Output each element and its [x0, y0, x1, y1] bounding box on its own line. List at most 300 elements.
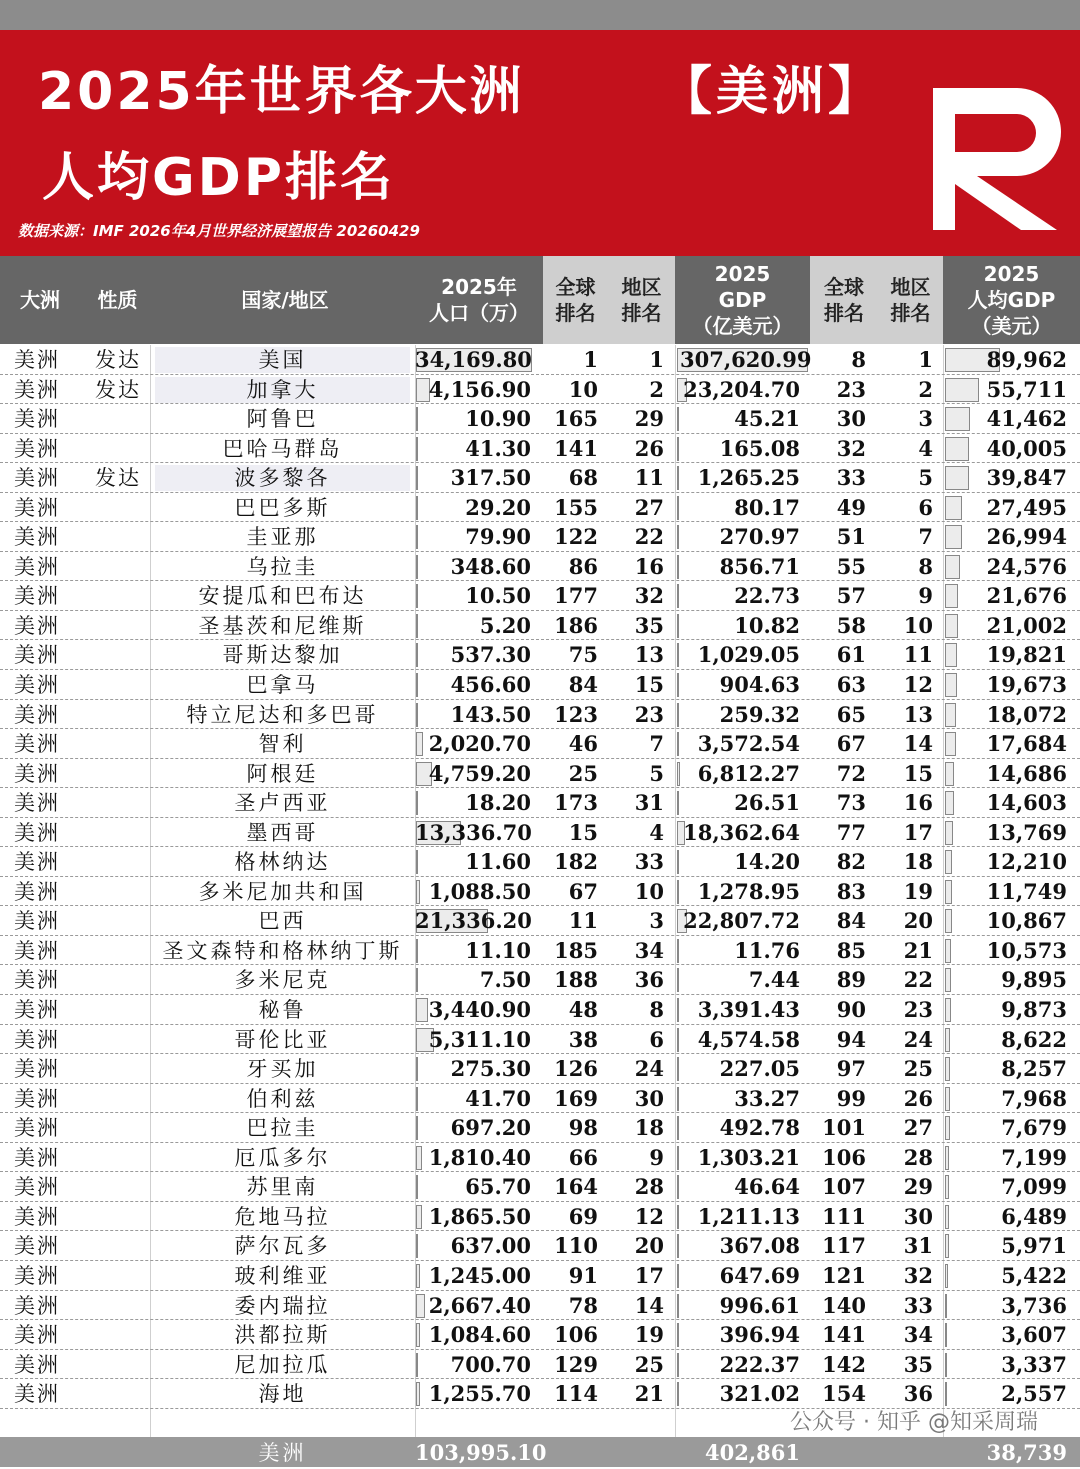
gdp-region-rank-cell: 28 — [903, 1144, 933, 1170]
gdp-global-rank-cell: 23 — [836, 376, 866, 402]
population-cell: 1,865.50 — [428, 1203, 531, 1229]
country-cell: 委内瑞拉 — [234, 1293, 331, 1318]
gdp-cell: 396.94 — [719, 1322, 800, 1348]
pop-region-rank-cell: 31 — [634, 790, 664, 816]
gdp-per-capita-cell: 3,736 — [1001, 1292, 1067, 1318]
gdp-bar — [677, 584, 679, 608]
country-cell: 尼加拉瓜 — [234, 1352, 331, 1377]
pop-region-rank-cell: 27 — [634, 494, 664, 520]
gdp-region-rank-cell: 29 — [903, 1174, 933, 1200]
gdp-cell: 307,620.99 — [680, 347, 812, 372]
table-row — [0, 877, 1080, 907]
gdp-region-rank-cell: 36 — [903, 1381, 933, 1407]
population-cell: 10.50 — [465, 583, 531, 609]
table-row — [0, 729, 1080, 759]
pop-global-rank-cell: 98 — [568, 1115, 598, 1141]
pop-region-rank-cell: 25 — [634, 1351, 664, 1377]
gdp-cell: 270.97 — [719, 524, 800, 550]
gdp-bar — [677, 1353, 679, 1377]
pop-global-rank-cell: 129 — [554, 1351, 598, 1377]
pop-global-rank-cell: 84 — [568, 672, 598, 698]
continent-cell: 美洲 — [14, 791, 60, 816]
gdp-per-capita-cell: 2,557 — [1001, 1381, 1067, 1407]
pop-global-rank-cell: 173 — [554, 790, 598, 816]
country-cell: 牙买加 — [246, 1057, 319, 1082]
gdp-bar — [677, 466, 679, 490]
population-cell: 11.60 — [465, 849, 531, 875]
gdp-global-rank-cell: 107 — [822, 1174, 866, 1200]
page-subtitle: 人均GDP排名 — [42, 148, 395, 208]
gdp-cell: 33.27 — [734, 1085, 800, 1111]
gdp-bar — [677, 1382, 679, 1406]
country-cell: 波多黎各 — [234, 466, 331, 491]
gdp-region-rank-cell: 23 — [903, 997, 933, 1023]
gdp-bar — [677, 850, 679, 874]
gdp-per-capita-cell: 41,462 — [986, 406, 1067, 432]
pop-region-rank-cell: 10 — [634, 878, 664, 904]
gdp-region-rank-cell: 26 — [903, 1085, 933, 1111]
gdp-per-capita-cell: 8,257 — [1001, 1056, 1067, 1082]
gdp-region-rank-cell: 5 — [918, 465, 933, 491]
gdp-global-rank-cell: 63 — [836, 672, 866, 698]
col-nature: 性质 — [97, 288, 138, 312]
gdp-per-capita-cell: 14,686 — [986, 760, 1067, 786]
table-row — [0, 1054, 1080, 1084]
gdp-global-rank-cell: 106 — [822, 1144, 866, 1170]
gdp-global-rank-cell: 49 — [836, 494, 866, 520]
gdp-global-rank-cell: 55 — [836, 553, 866, 579]
gdp-global-rank-cell: 32 — [836, 435, 866, 461]
gdp-region-rank-cell: 17 — [903, 819, 933, 845]
country-cell: 美国 — [258, 348, 307, 372]
nature-cell: 发达 — [95, 377, 141, 402]
gdp-region-rank-cell: 22 — [903, 967, 933, 993]
country-cell: 哥伦比亚 — [234, 1027, 331, 1052]
data-source: 数据来源：IMF 2026年4月世界经济展望报告 20260429 — [18, 222, 420, 240]
gdp-global-rank-cell: 117 — [822, 1233, 866, 1259]
pop-global-rank-cell: 185 — [554, 937, 598, 963]
table-row — [0, 463, 1080, 493]
continent-cell: 美洲 — [14, 1323, 60, 1348]
gdp-region-rank-cell: 27 — [903, 1115, 933, 1141]
gdp-bar — [677, 673, 679, 697]
pop-global-rank-cell: 38 — [568, 1026, 598, 1052]
pop-region-rank-cell: 24 — [634, 1056, 664, 1082]
country-cell: 巴拿马 — [246, 673, 319, 698]
gdp-bar — [677, 1294, 679, 1318]
continent-cell: 美洲 — [14, 525, 60, 550]
gdp-cell: 259.32 — [719, 701, 800, 727]
region-tag: 【美洲】 — [660, 62, 885, 122]
gdp-region-rank-cell: 15 — [903, 760, 933, 786]
continent-cell: 美洲 — [14, 495, 60, 520]
continent-cell: 美洲 — [14, 377, 60, 402]
pop-global-rank-cell: 182 — [554, 849, 598, 875]
gdp-per-capita-cell: 10,573 — [986, 937, 1067, 963]
continent-cell: 美洲 — [14, 879, 60, 904]
pop-global-rank-cell: 66 — [568, 1144, 598, 1170]
continent-cell: 美洲 — [14, 1057, 60, 1082]
pop-region-rank-cell: 11 — [634, 465, 664, 491]
table-row — [0, 1320, 1080, 1350]
country-cell: 多米尼克 — [234, 968, 331, 993]
population-cell: 1,088.50 — [428, 878, 531, 904]
pop-region-rank-cell: 20 — [634, 1233, 664, 1259]
pop-global-rank-cell: 67 — [568, 878, 598, 904]
gdp-per-capita-cell: 7,199 — [1001, 1144, 1067, 1170]
country-cell: 智利 — [258, 732, 307, 757]
continent-cell: 美洲 — [14, 348, 60, 372]
total-row — [0, 1437, 1080, 1467]
col-country: 国家/地区 — [241, 288, 329, 312]
gdp-cell: 492.78 — [719, 1115, 800, 1141]
gdp-per-capita-cell: 13,769 — [986, 819, 1067, 845]
table-row — [0, 670, 1080, 700]
gdp-global-rank-cell: 82 — [836, 849, 866, 875]
gdp-region-rank-cell: 18 — [903, 849, 933, 875]
col-gdp: 2025 GDP （亿美元） — [692, 262, 793, 338]
gdp-bar — [677, 1264, 679, 1288]
table-row — [0, 1261, 1080, 1291]
pop-global-rank-cell: 177 — [554, 583, 598, 609]
gdp-cell: 3,391.43 — [697, 997, 800, 1023]
continent-cell: 美洲 — [14, 436, 60, 461]
table-row — [0, 1084, 1080, 1114]
gdp-bar — [677, 998, 679, 1022]
pop-region-rank-cell: 13 — [634, 642, 664, 668]
gdp-cell: 46.64 — [734, 1174, 800, 1200]
country-cell: 苏里南 — [246, 1175, 319, 1200]
total-gdp-per-capita: 38,739 — [986, 1440, 1067, 1465]
gdp-global-rank-cell: 99 — [836, 1085, 866, 1111]
gdp-per-capita-cell: 21,676 — [986, 583, 1067, 609]
table-row — [0, 1143, 1080, 1173]
pop-region-rank-cell: 35 — [634, 612, 664, 638]
gdp-cell: 6,812.27 — [697, 760, 800, 786]
gdp-per-capita-cell: 10,867 — [986, 908, 1067, 934]
pop-region-rank-cell: 33 — [634, 849, 664, 875]
country-cell: 玻利维亚 — [234, 1263, 331, 1288]
gdp-per-capita-cell: 18,072 — [986, 701, 1067, 727]
pop-region-rank-cell: 4 — [649, 819, 664, 845]
gdp-cell: 1,211.13 — [697, 1203, 800, 1229]
gdp-per-capita-cell: 21,002 — [986, 612, 1067, 638]
population-cell: 1,245.00 — [428, 1262, 531, 1288]
gdp-region-rank-cell: 7 — [918, 524, 933, 550]
gdp-bar — [677, 968, 679, 992]
page-title: 2025年世界各大洲 — [38, 62, 525, 122]
table-row — [0, 906, 1080, 936]
table-row — [0, 788, 1080, 818]
population-cell: 1,084.60 — [428, 1322, 531, 1348]
population-cell: 2,667.40 — [428, 1292, 531, 1318]
gdp-global-rank-cell: 58 — [836, 612, 866, 638]
table-row — [0, 965, 1080, 995]
table-row — [0, 1202, 1080, 1232]
gdp-per-capita-cell: 8,622 — [1001, 1026, 1067, 1052]
population-cell: 41.30 — [465, 435, 531, 461]
gdp-region-rank-cell: 21 — [903, 937, 933, 963]
pop-region-rank-cell: 18 — [634, 1115, 664, 1141]
gdp-region-rank-cell: 3 — [918, 406, 933, 432]
gdp-bar — [677, 407, 679, 431]
gdp-cell: 367.08 — [719, 1233, 800, 1259]
table-row — [0, 640, 1080, 670]
pop-region-rank-cell: 15 — [634, 672, 664, 698]
gdp-region-rank-cell: 8 — [918, 553, 933, 579]
country-cell: 阿根廷 — [246, 761, 319, 786]
gdp-bar — [677, 643, 679, 667]
population-cell: 21,336.20 — [415, 908, 532, 934]
gdp-cell: 80.17 — [734, 494, 800, 520]
population-cell: 143.50 — [450, 701, 531, 727]
continent-cell: 美洲 — [14, 909, 60, 934]
table-row — [0, 375, 1080, 405]
country-cell: 格林纳达 — [234, 850, 331, 875]
gdp-global-rank-cell: 97 — [836, 1056, 866, 1082]
gdp-per-capita-cell: 3,337 — [1001, 1351, 1067, 1377]
pop-region-rank-cell: 12 — [634, 1203, 664, 1229]
population-cell: 317.50 — [450, 465, 531, 491]
gdp-bar — [677, 1175, 679, 1199]
gdp-region-rank-cell: 16 — [903, 790, 933, 816]
pop-global-rank-cell: 126 — [554, 1056, 598, 1082]
gdp-global-rank-cell: 90 — [836, 997, 866, 1023]
continent-cell: 美洲 — [14, 732, 60, 757]
country-cell: 加拿大 — [246, 377, 319, 402]
col-pop-region-rank: 地区 排名 — [608, 256, 675, 344]
gdp-per-capita-cell: 12,210 — [986, 849, 1067, 875]
country-cell: 巴哈马群岛 — [222, 436, 343, 461]
gdp-per-capita-cell: 40,005 — [986, 435, 1067, 461]
gdp-region-rank-cell: 20 — [903, 908, 933, 934]
gdp-per-capita-cell: 19,821 — [986, 642, 1067, 668]
table-row — [0, 995, 1080, 1025]
gdp-global-rank-cell: 111 — [822, 1203, 866, 1229]
gdp-global-rank-cell: 72 — [836, 760, 866, 786]
gdp-global-rank-cell: 85 — [836, 937, 866, 963]
population-cell: 5,311.10 — [428, 1026, 531, 1052]
table-row — [0, 1350, 1080, 1380]
gdp-global-rank-cell: 30 — [836, 406, 866, 432]
pop-region-rank-cell: 36 — [634, 967, 664, 993]
table-header — [0, 256, 1080, 344]
gdp-region-rank-cell: 30 — [903, 1203, 933, 1229]
country-cell: 多米尼加共和国 — [198, 879, 367, 904]
pop-region-rank-cell: 30 — [634, 1085, 664, 1111]
gdp-bar — [677, 1028, 679, 1052]
gdp-global-rank-cell: 154 — [822, 1381, 866, 1407]
gdp-region-rank-cell: 1 — [918, 347, 933, 372]
table-row — [0, 759, 1080, 789]
gdp-region-rank-cell: 24 — [903, 1026, 933, 1052]
gdp-region-rank-cell: 6 — [918, 494, 933, 520]
pop-region-rank-cell: 9 — [649, 1144, 664, 1170]
country-cell: 巴巴多斯 — [234, 495, 331, 520]
pop-global-rank-cell: 25 — [568, 760, 598, 786]
gdp-cell: 3,572.54 — [697, 731, 800, 757]
col-gdp-per-capita: 2025 人均GDP （美元） — [967, 262, 1056, 338]
data-table — [0, 345, 1080, 1409]
population-cell: 4,156.90 — [428, 376, 531, 402]
gdp-cell: 222.37 — [719, 1351, 800, 1377]
continent-cell: 美洲 — [14, 702, 60, 727]
gdp-global-rank-cell: 89 — [836, 967, 866, 993]
gdp-cell: 856.71 — [719, 553, 800, 579]
continent-cell: 美洲 — [14, 643, 60, 668]
population-cell: 34,169.80 — [415, 347, 532, 372]
continent-cell: 美洲 — [14, 673, 60, 698]
continent-cell: 美洲 — [14, 1234, 60, 1259]
gdp-per-capita-cell: 27,495 — [986, 494, 1067, 520]
gdp-region-rank-cell: 25 — [903, 1056, 933, 1082]
pop-global-rank-cell: 165 — [554, 406, 598, 432]
gdp-bar — [677, 437, 679, 461]
pop-global-rank-cell: 68 — [568, 465, 598, 491]
gdp-per-capita-cell: 3,607 — [1001, 1322, 1067, 1348]
gdp-bar — [677, 1323, 679, 1347]
gdp-global-rank-cell: 33 — [836, 465, 866, 491]
pop-global-rank-cell: 91 — [568, 1262, 598, 1288]
gdp-cell: 10.82 — [734, 612, 800, 638]
gdp-region-rank-cell: 19 — [903, 878, 933, 904]
gdp-region-rank-cell: 9 — [918, 583, 933, 609]
gdp-bar — [677, 791, 679, 815]
population-cell: 7.50 — [479, 967, 531, 993]
country-cell: 圭亚那 — [246, 525, 319, 550]
gdp-per-capita-cell: 19,673 — [986, 672, 1067, 698]
gdp-per-capita-cell: 5,422 — [1001, 1262, 1067, 1288]
col-gdp-region-rank: 地区 排名 — [878, 256, 943, 344]
pop-region-rank-cell: 34 — [634, 937, 664, 963]
pop-region-rank-cell: 26 — [634, 435, 664, 461]
country-cell: 厄瓜多尔 — [234, 1145, 331, 1170]
gdp-global-rank-cell: 67 — [836, 731, 866, 757]
gdp-per-capita-cell: 55,711 — [986, 376, 1067, 402]
country-cell: 特立尼达和多巴哥 — [186, 702, 379, 727]
gdp-per-capita-cell: 17,684 — [986, 731, 1067, 757]
pop-region-rank-cell: 7 — [649, 731, 664, 757]
brand-logo-icon — [925, 80, 1065, 235]
gdp-global-rank-cell: 83 — [836, 878, 866, 904]
continent-cell: 美洲 — [14, 761, 60, 786]
gdp-region-rank-cell: 34 — [903, 1322, 933, 1348]
watermark: 公众号 · 知乎 @知采周瑞 — [790, 1410, 1038, 1435]
gdp-global-rank-cell: 77 — [836, 819, 866, 845]
population-cell: 697.20 — [450, 1115, 531, 1141]
gdp-cell: 11.76 — [734, 937, 800, 963]
gdp-cell: 165.08 — [719, 435, 800, 461]
population-cell: 537.30 — [450, 642, 531, 668]
gdp-bar — [677, 1234, 679, 1258]
table-row — [0, 1025, 1080, 1055]
gdp-cell: 7.44 — [748, 967, 800, 993]
gdp-region-rank-cell: 11 — [903, 642, 933, 668]
gdp-global-rank-cell: 65 — [836, 701, 866, 727]
gdp-global-rank-cell: 141 — [822, 1322, 866, 1348]
gdp-global-rank-cell: 51 — [836, 524, 866, 550]
gdp-per-capita-cell: 89,962 — [986, 347, 1067, 372]
pop-global-rank-cell: 169 — [554, 1085, 598, 1111]
gdp-per-capita-cell: 9,895 — [1001, 967, 1067, 993]
gdp-cell: 14.20 — [734, 849, 800, 875]
pop-global-rank-cell: 11 — [568, 908, 598, 934]
gdp-cell: 1,303.21 — [697, 1144, 800, 1170]
gdp-cell: 1,029.05 — [697, 642, 800, 668]
population-cell: 41.70 — [465, 1085, 531, 1111]
gdp-global-rank-cell: 84 — [836, 908, 866, 934]
total-label: 美洲 — [258, 1441, 307, 1465]
pop-global-rank-cell: 15 — [568, 819, 598, 845]
country-cell: 萨尔瓦多 — [234, 1234, 331, 1259]
continent-cell: 美洲 — [14, 1293, 60, 1318]
continent-cell: 美洲 — [14, 554, 60, 579]
table-row — [0, 847, 1080, 877]
gdp-bar — [677, 525, 679, 549]
gdp-region-rank-cell: 14 — [903, 731, 933, 757]
pop-region-rank-cell: 16 — [634, 553, 664, 579]
gdp-region-rank-cell: 35 — [903, 1351, 933, 1377]
table-row — [0, 1113, 1080, 1143]
continent-cell: 美洲 — [14, 1027, 60, 1052]
pop-global-rank-cell: 48 — [568, 997, 598, 1023]
gdp-global-rank-cell: 121 — [822, 1262, 866, 1288]
pop-region-rank-cell: 23 — [634, 701, 664, 727]
gdp-bar — [677, 1057, 679, 1081]
pop-global-rank-cell: 1 — [583, 347, 598, 372]
pop-region-rank-cell: 14 — [634, 1292, 664, 1318]
gdp-cell: 1,265.25 — [697, 465, 800, 491]
pop-global-rank-cell: 114 — [554, 1381, 598, 1407]
pop-global-rank-cell: 110 — [554, 1233, 598, 1259]
continent-cell: 美洲 — [14, 613, 60, 638]
continent-cell: 美洲 — [14, 1352, 60, 1377]
gdp-global-rank-cell: 61 — [836, 642, 866, 668]
gdp-bar — [677, 1205, 679, 1229]
pop-region-rank-cell: 21 — [634, 1381, 664, 1407]
pop-region-rank-cell: 32 — [634, 583, 664, 609]
pop-global-rank-cell: 188 — [554, 967, 598, 993]
table-row — [0, 404, 1080, 434]
gdp-cell: 45.21 — [734, 406, 800, 432]
gdp-bar — [677, 555, 679, 579]
gdp-region-rank-cell: 13 — [903, 701, 933, 727]
continent-cell: 美洲 — [14, 1382, 60, 1407]
pop-global-rank-cell: 46 — [568, 731, 598, 757]
country-cell: 巴西 — [258, 909, 307, 934]
pop-region-rank-cell: 29 — [634, 406, 664, 432]
top-strip — [0, 0, 1080, 30]
country-cell: 巴拉圭 — [246, 1116, 319, 1141]
table-row — [0, 1172, 1080, 1202]
pop-region-rank-cell: 17 — [634, 1262, 664, 1288]
continent-cell: 美洲 — [14, 584, 60, 609]
gdp-bar — [677, 703, 679, 727]
population-cell: 700.70 — [450, 1351, 531, 1377]
table-row — [0, 581, 1080, 611]
population-cell: 13,336.70 — [415, 819, 532, 845]
total-gdp: 402,861 — [705, 1440, 800, 1465]
country-cell: 哥斯达黎加 — [222, 643, 343, 668]
gdp-cell: 227.05 — [719, 1056, 800, 1082]
gdp-region-rank-cell: 12 — [903, 672, 933, 698]
gdp-per-capita-cell: 26,994 — [986, 524, 1067, 550]
country-cell: 伯利兹 — [246, 1086, 319, 1111]
population-cell: 1,810.40 — [428, 1144, 531, 1170]
col-gdp-global-rank: 全球 排名 — [810, 256, 878, 344]
population-cell: 18.20 — [465, 790, 531, 816]
gdp-global-rank-cell: 140 — [822, 1292, 866, 1318]
